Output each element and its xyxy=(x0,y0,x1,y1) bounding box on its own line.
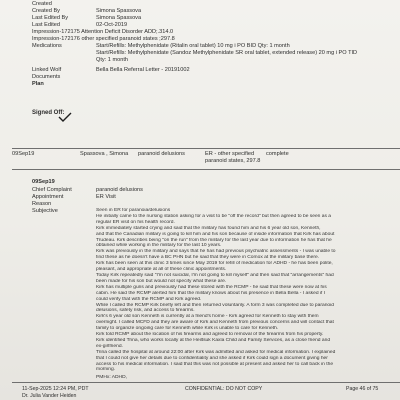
last-edited-label: Last Edited xyxy=(32,22,60,28)
summary-topic: paranoid delusions xyxy=(138,151,185,157)
medication-3: Qty: 1 month xyxy=(96,57,129,63)
subjective-line: and that the Canadian military is going to kill him and his son because of inside information that Kirk has about xyxy=(96,231,335,237)
subjective-line: obtained while working in the military for the last 10 years. xyxy=(96,243,222,249)
linked-wolf-label: Linked Wolf xyxy=(32,67,62,73)
subjective-line: Kirk identified Trina, who works locally at the Heiltsuk Kaxla Child and Family Services, as a close friend and xyxy=(96,337,331,343)
summary-date: 09Sep19 xyxy=(12,151,35,157)
subjective-label: Subjective xyxy=(32,208,58,214)
subjective-line: delusions, safety risk, and access to firearms. xyxy=(96,308,195,314)
divider-top xyxy=(12,148,400,149)
last-edited-value: 02-Oct-2019 xyxy=(96,22,128,28)
subjective-line: Kirk has been seen at this clinic 3 times since May 2019 for refill of medication for ADHD - he has been polite, xyxy=(96,261,333,267)
plan-label: Plan xyxy=(32,81,44,87)
created-label: Created xyxy=(32,1,52,7)
appointment-value: ER Visit xyxy=(96,194,116,200)
subjective-line: He initially came to the nursing station asking for a visit to be "off the record" but then agreed to be seen as a xyxy=(96,213,332,219)
subjective-line: Trudeau. Kirk describes being "on the run" from the military for the last year due to information he has that he xyxy=(96,237,332,243)
summary-type-cont: paranoid states, 297.8 xyxy=(205,158,261,164)
entry-date: 09Sep19 xyxy=(32,179,55,185)
chief-complaint-label: Chief Complaint xyxy=(32,187,72,193)
summary-status: complete xyxy=(266,151,289,157)
footer-author: Dr. Julia Vander Heiden xyxy=(22,393,77,399)
footer-printed: 11-Sep-2025 12:24 PM, PDT xyxy=(22,386,89,392)
subjective-line: Kirk's 6 year old son Kenneth is currently at a friend's home - Kirk agreed for Kenneth to stay with them xyxy=(96,314,319,320)
medication-2: Start/Refills: Methylphenidate (Sandoz Methylphenidate SR oral tablet, extended release) 20 mg i PO TID xyxy=(96,50,358,56)
summary-type: ER - other specified xyxy=(205,151,255,157)
subjective-line: overnight. I called MCFD and they are aware of Kirk and Kenneth from previous concerns and will contact that xyxy=(96,320,334,326)
linked-wolf-value: Bella Bella Referral Letter - 20191002 xyxy=(96,67,190,73)
footer-confidential: CONFIDENTIAL: DO NOT COPY xyxy=(185,386,263,392)
subjective-line: While I called the RCMP Kirk briefly left and then returned voluntarily. A form 3 was completed due to paranoid xyxy=(96,302,334,308)
subjective-line: could verify that with the RCMP and Kirk agreed. xyxy=(96,296,202,302)
last-edited-by-value: Simona Spassova xyxy=(96,15,142,21)
reason-label: Reason xyxy=(32,201,52,207)
subjective-line: morning. xyxy=(96,367,116,373)
medication-1: Start/Refills: Methylphenidate (Ritalin oral tablet) 10 mg i PO BID Qty: 1 month xyxy=(96,43,290,49)
signature-check-icon xyxy=(58,112,72,122)
subjective-line: find these as he doesn't have a BC PHN but he said that they were in Comox at the military base there. xyxy=(96,255,320,261)
created-by-label: Created By xyxy=(32,8,60,14)
divider-bottom xyxy=(12,382,400,383)
documents-label: Documents xyxy=(32,74,61,80)
subjective-line: Kirk was previously in the military and says that he has had previous psychiatric assessments - I was unable to xyxy=(96,249,336,255)
subjective-line: family to organize ongoing care for Kenneth while Kirk is unable to care for Kenneth. xyxy=(96,326,279,332)
subjective-line: ex-girlfriend. xyxy=(96,343,123,349)
subjective-line: regular ER visit on his health record. xyxy=(96,219,175,225)
chief-complaint-value: paranoid delusions xyxy=(96,187,143,193)
appointment-label: Appointment xyxy=(32,194,64,200)
subjective-line: access to his medical information. I said that this was not possible at present and asked her to call back in the xyxy=(96,361,334,367)
signed-off-label: Signed Off: xyxy=(32,110,65,116)
subjective-line: Kirk immediately started crying and said that the military has found him and his 6 year old son, Kenneth, xyxy=(96,225,321,231)
subjective-line: Kirk told RCMP about the location of his firearms and agreed to removal of the firearms from his property. xyxy=(96,332,324,338)
last-edited-by-label: Last Edited By xyxy=(32,15,69,21)
footer-page-number: Page 46 of 75 xyxy=(346,386,379,392)
subjective-line: Kirk has multiple guns and previously had these stored with the RCMP - he said that these were now at his xyxy=(96,284,327,290)
subjective-line: Today Kirk repeatedly said "I'm not suicidal, I'm not going to kill myself" and then said that "arrangements" had xyxy=(96,272,334,278)
subjective-line: Trina called the hospital at around 22:00 after Kirk was admitted and asked for medical information. I explained xyxy=(96,349,336,355)
medications-label: Medications xyxy=(32,43,62,49)
summary-author: Spassova , Simona xyxy=(80,151,129,157)
divider-mid xyxy=(12,169,400,170)
subjective-text xyxy=(96,208,386,381)
impression-2: Impression-172176 other specified paranoid states ;297.8 xyxy=(32,36,175,42)
created-by-value: Simona Spassova xyxy=(96,8,142,14)
subjective-line: that I could not give her details due to confidentiality and she asked if Kirk could sign a document giving her xyxy=(96,355,328,361)
subjective-line: cabin. He said the RCMP alerted him that the military knows about his presence in Bella Bella - I asked if I xyxy=(96,290,326,296)
subjective-line: been made for his son but would not specify what these are. xyxy=(96,278,227,284)
impression-1: Impression-172175 Attention Deficit Disorder ADD;.314.0 xyxy=(32,29,174,35)
subjective-line: Seen in ER for paranoia/delusions xyxy=(96,208,171,213)
subjective-line: pleasant, and appropriate at all of these clinic appointments. xyxy=(96,267,227,273)
subjective-line: PMHx: ADHD, xyxy=(96,375,127,381)
